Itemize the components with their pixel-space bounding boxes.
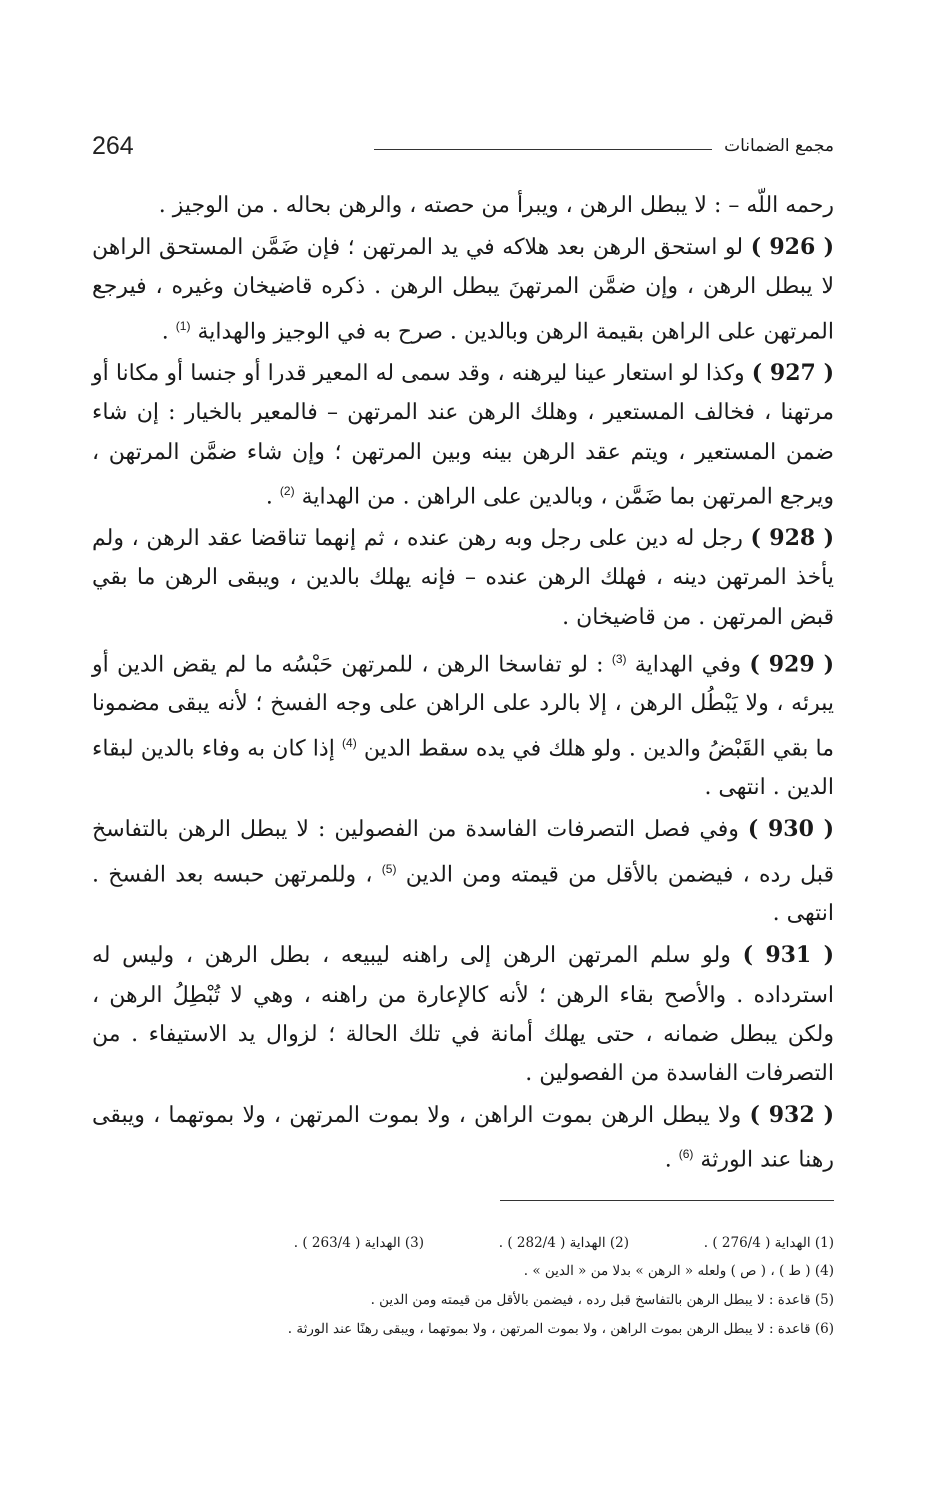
paragraph-930: [92, 810, 834, 933]
paragraph-text-tail: .: [265, 484, 280, 510]
footnote-ref: (3): [611, 651, 627, 666]
footnotes: [92, 1228, 834, 1344]
rule-number: ( 931 ): [742, 942, 834, 969]
footnote-ref: (2): [279, 483, 295, 498]
paragraph-text-tail: .: [664, 1147, 679, 1173]
page-number: 264: [92, 131, 134, 160]
footnote-row: [92, 1228, 834, 1257]
footnote-6: (6) قاعدة : لا يبطل الرهن بموت الراهن ، ولا بموت المرتهن ، ولا بموتهما ، ويبقى رهنًا عند الورثة .: [287, 1321, 834, 1337]
rule-number: ( 926 ): [750, 234, 834, 261]
rule-number: ( 929 ): [749, 651, 834, 678]
paragraph-text-mid: : لو تفاسخا الرهن ، للمرتهن حَبْسُه ما لم يقض الدين أو يبرئه ، ولا يَبْطُل الرهن ، إلا بالرد على الراهن على وجه الفسخ ؛ لأنه يبقى مضمونا ما بقي القَبْضُ والدين . ولو هلك في يده سقط الدين: [92, 652, 834, 761]
paragraph-text: وفي الهداية: [626, 652, 750, 678]
paragraph-text: ولو سلم المرتهن الرهن إلى راهنه ليبيعه ، بطل الرهن ، وليس له استرداده . والأصح بقاء الرهن ؛ لأنه كالإعارة من راهنه ، وهي لا تُبْطِلُ الرهن ، ولكن يبطل ضمانه ، حتى يهلك أمانة في تلك الحالة ؛ لزوال يد الاستيفاء . من التصرفات الفاسدة من الفصولين .: [92, 943, 834, 1086]
paragraph-927: [92, 354, 834, 516]
footnote-4: (4) ( ط ) ، ( ص ) ولعله « الرهن » بدلا من « الدين » .: [523, 1263, 834, 1279]
rule-number: ( 932 ): [749, 1102, 834, 1129]
rule-number: ( 927 ): [751, 360, 834, 387]
paragraph-928: [92, 519, 834, 637]
rule-number: ( 928 ): [750, 525, 834, 552]
footnote-ref: (6): [678, 1147, 694, 1162]
paragraph-text: وفي فصل التصرفات الفاسدة من الفصولين : لا يبطل الرهن بالتفاسخ قبل رده ، فيضمن بالأقل من قيمته ومن الدين: [92, 817, 835, 887]
paragraph-text-tail: ، وللمرتهن حبسه بعد الفسخ . انتهى .: [92, 861, 834, 927]
header-rule: [374, 149, 712, 150]
paragraph-text: وكذا لو استعار عينا ليرهنه ، وقد سمى له المعير قدرا أو جنسا أو مكانا أو مرتهنا ، فخالف المستعير ، وهلك الرهن عند المرتهن – فالمعير بالخيار : إن شاء ضمن المستعير ، ويتم عقد الرهن بينه وبين المرتهن ؛ وإن شاء ضمَّن المرتهن ، ويرجع المرتهن بما ضَمَّن ، وبالدين على الراهن . من الهداية: [92, 361, 834, 510]
main-text: [92, 186, 834, 1180]
footnote-1: (1) الهداية ( 276/4 ) .: [703, 1234, 834, 1251]
paragraph-text-tail: إذا كان به وفاء بالدين لبقاء الدين . انتهى .: [92, 735, 834, 801]
rule-number: ( 930 ): [747, 816, 834, 843]
running-title: مجمع الضمانات: [724, 136, 834, 156]
paragraph-text: رحمه اللّه – : لا يبطل الرهن ، ويبرأ من حصته ، والرهن بحاله . من الوجيز .: [158, 193, 834, 218]
paragraph-continuation: [92, 186, 834, 225]
footnote-2: (2) الهداية ( 282/4 ) .: [498, 1234, 629, 1251]
footnote-3: (3) الهداية ( 263/4 ) .: [293, 1234, 424, 1251]
paragraph-931: [92, 936, 834, 1093]
paragraph-text: ولا يبطل الرهن بموت الراهن ، ولا بموت المرتهن ، ولا بموتهما ، ويبقى رهنا عند الورثة: [92, 1103, 834, 1173]
footnote-ref: (5): [381, 861, 397, 876]
footnote-separator: [500, 1200, 834, 1201]
paragraph-text: لو استحق الرهن بعد هلاكه في يد المرتهن ؛ فإن ضَمَّن المستحق الراهن لا يبطل الرهن ، وإن ضمَّن المرتهنَ يبطل الرهن . ذكره قاضيخان وغيره ، فيرجع المرتهن على الراهن بقيمة الرهن وبالدين . صرح به في الوجيز والهداية: [92, 235, 834, 344]
paragraph-926: [92, 228, 834, 351]
paragraph-text-tail: .: [161, 318, 176, 344]
footnote-ref: (4): [342, 735, 357, 750]
paragraph-text: رجل له دين على رجل وبه رهن عنده ، ثم إنهما تناقضا عقد الرهن ، ولم يأخذ المرتهن دينه ، فهلك الرهن عنده – فإنه يهلك بالدين ، ويبقى الرهن ما بقي قبض المرتهن . من قاضيخان .: [92, 526, 834, 630]
footnote-5: (5) قاعدة : لا يبطل الرهن بالتفاسخ قبل رده ، فيضمن بالأقل من قيمته ومن الدين .: [370, 1292, 834, 1308]
page-header: [92, 128, 834, 164]
paragraph-929: [92, 640, 834, 807]
footnote-ref: (1): [175, 318, 191, 333]
paragraph-932: [92, 1096, 834, 1180]
